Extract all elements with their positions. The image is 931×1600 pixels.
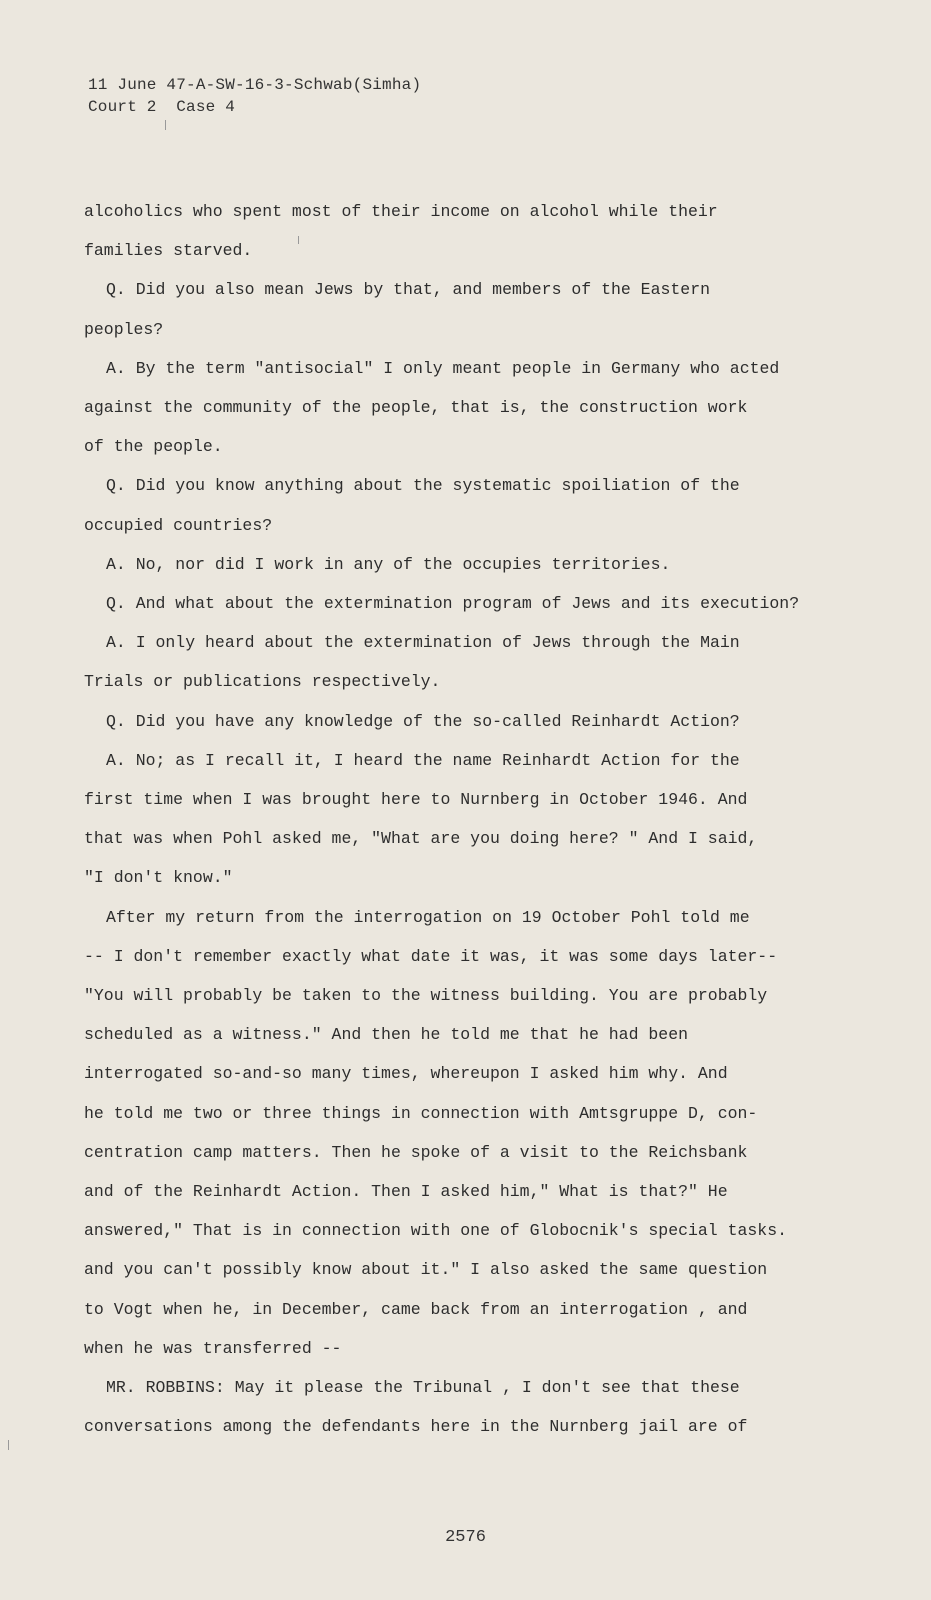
transcript-line: Q. Did you have any knowledge of the so-called Reinhardt Action? bbox=[106, 711, 740, 731]
transcript-line: A. I only heard about the extermination of Jews through the Main bbox=[106, 633, 740, 653]
transcript-line: when he was transferred -- bbox=[84, 1338, 342, 1358]
transcript-line: peoples? bbox=[84, 319, 164, 339]
header-line-date-ref: 11 June 47-A-SW-16-3-Schwab(Simha) bbox=[88, 76, 422, 94]
transcript-line: he told me two or three things in connection with Amtsgruppe D, con- bbox=[84, 1103, 758, 1123]
stray-mark bbox=[165, 120, 166, 130]
transcript-line: Q. Did you also mean Jews by that, and members of the Eastern bbox=[106, 280, 710, 300]
transcript-line: interrogated so-and-so many times, whereupon I asked him why. And bbox=[84, 1064, 728, 1084]
transcript-line: After my return from the interrogation on 19 October Pohl told me bbox=[106, 907, 750, 927]
transcript-line: and of the Reinhardt Action. Then I asked him," What is that?" He bbox=[84, 1182, 728, 1202]
transcript-line: -- I don't remember exactly what date it was, it was some days later-- bbox=[84, 946, 778, 966]
transcript-line: occupied countries? bbox=[84, 515, 273, 535]
transcript-line: "You will probably be taken to the witness building. You are probably bbox=[84, 986, 768, 1006]
transcript-line: families starved. bbox=[84, 241, 253, 261]
transcript-line: A. By the term "antisocial" I only meant people in Germany who acted bbox=[106, 358, 780, 378]
transcript-line: centration camp matters. Then he spoke of a visit to the Reichsbank bbox=[84, 1142, 748, 1162]
transcript-line: answered," That is in connection with one of Globocnik's special tasks. bbox=[84, 1221, 788, 1241]
transcript-line: Q. Did you know anything about the systematic spoiliation of the bbox=[106, 476, 740, 496]
header-line-court-case: Court 2 Case 4 bbox=[88, 98, 236, 116]
transcript-line: alcoholics who spent most of their income on alcohol while their bbox=[84, 202, 718, 221]
transcript-line: Trials or publications respectively. bbox=[84, 672, 441, 692]
transcript-line: to Vogt when he, in December, came back from an interrogation , and bbox=[84, 1299, 748, 1319]
transcript-line: first time when I was brought here to Nurnberg in October 1946. And bbox=[84, 790, 748, 810]
transcript-line: against the community of the people, that is, the construction work bbox=[84, 398, 748, 418]
transcript-line: A. No; as I recall it, I heard the name Reinhardt Action for the bbox=[106, 750, 740, 770]
transcript-line: of the people. bbox=[84, 437, 223, 457]
transcript-line: A. No, nor did I work in any of the occupies territories. bbox=[106, 554, 671, 574]
transcript-line: scheduled as a witness." And then he told me that he had been bbox=[84, 1025, 688, 1045]
stray-mark bbox=[8, 1440, 9, 1450]
transcript-line: and you can't possibly know about it." I also asked the same question bbox=[84, 1260, 768, 1280]
transcript-line: Q. And what about the extermination program of Jews and its execution? bbox=[106, 594, 800, 614]
transcript-line: MR. ROBBINS: May it please the Tribunal , I don't see that these bbox=[106, 1378, 740, 1398]
transcript-body bbox=[84, 192, 814, 1447]
document-header bbox=[88, 74, 421, 118]
transcript-line: that was when Pohl asked me, "What are you doing here? " And I said, bbox=[84, 829, 758, 849]
transcript-line: conversations among the defendants here in the Nurnberg jail are of bbox=[84, 1417, 748, 1437]
page-number: 2576 bbox=[445, 1528, 486, 1547]
transcript-line: "I don't know." bbox=[84, 868, 233, 888]
